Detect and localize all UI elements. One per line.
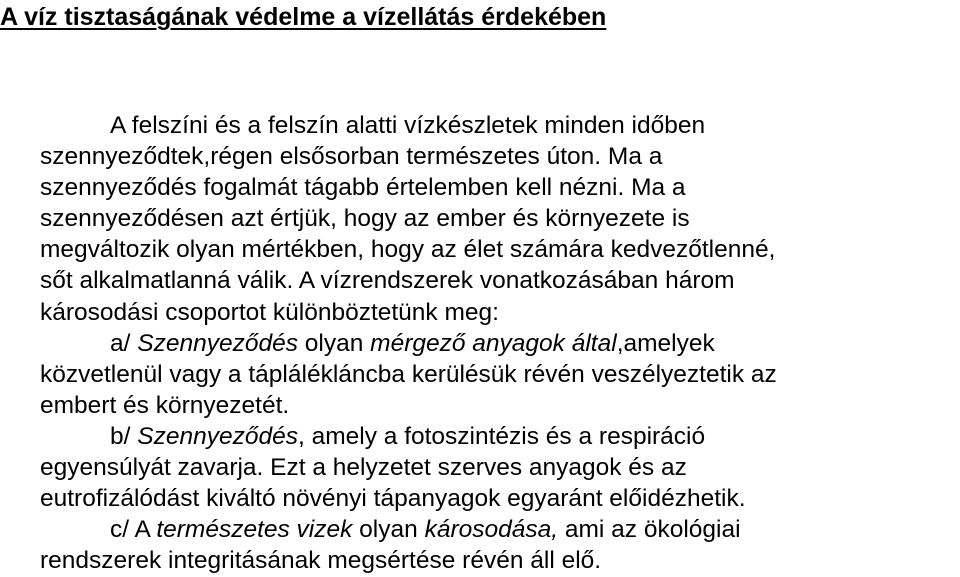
text-line: embert és környezetét. xyxy=(40,391,290,419)
text-line: szennyeződtek,régen elsősorban természetes úton. Ma a xyxy=(40,143,663,171)
item-b-term: Szennyeződés xyxy=(137,422,298,450)
item-b-prefix: b/ xyxy=(110,422,138,450)
item-a-rest: ,amelyek xyxy=(616,329,715,357)
item-b-paragraph xyxy=(40,421,960,514)
text-line xyxy=(40,328,960,359)
text-line: károsodási csoportot különböztetünk meg: xyxy=(40,298,499,326)
item-a-italic-phrase: mérgező anyagok által xyxy=(370,329,617,357)
text-line: egyensúlyát zavarja. Ezt a helyzetet szerves anyagok és az xyxy=(40,454,687,482)
item-c-italic-1: természetes vizek xyxy=(156,516,353,544)
item-c-mid: olyan xyxy=(352,516,425,544)
page-title: A víz tisztaságának védelme a vízellátás érdekében xyxy=(0,3,607,31)
text-line: sőt alkalmatlanná válik. A vízrendszerek vonatkozásában három xyxy=(40,267,735,295)
item-c-paragraph xyxy=(40,514,960,576)
text-line: A felszíni és a felszín alatti vízkészletek minden időben xyxy=(110,112,706,139)
item-a-paragraph xyxy=(40,328,960,421)
text-line: szennyeződésen azt értjük, hogy az ember és környezete is xyxy=(40,205,690,233)
body-text xyxy=(40,110,960,576)
text-line xyxy=(40,421,960,452)
item-a-term: Szennyeződés xyxy=(137,329,298,357)
text-line: rendszerek integritásának megsértése révén áll elő. xyxy=(40,547,602,575)
item-c-italic-2: károsodása, xyxy=(424,516,559,544)
item-c-rest: ami az ökológiai xyxy=(558,516,741,544)
item-b-rest: , amely a fotoszintézis és a respiráció xyxy=(297,422,706,450)
text-line: szennyeződés fogalmát tágabb értelemben kell nézni. Ma a xyxy=(40,174,686,202)
text-line: eutrofizálódást kiváltó növényi tápanyagok egyaránt előidézhetik. xyxy=(40,485,746,513)
text-line xyxy=(40,514,960,545)
item-a-mid: olyan xyxy=(297,329,371,357)
text-line: közvetlenül vagy a táplálékláncba kerülésük révén veszélyeztetik az xyxy=(40,360,777,388)
item-c-prefix: c/ A xyxy=(110,516,157,544)
intro-paragraph xyxy=(40,110,960,328)
text-line: megváltozik olyan mértékben, hogy az élet számára kedvezőtlenné, xyxy=(40,236,776,264)
item-a-prefix: a/ xyxy=(110,329,138,357)
